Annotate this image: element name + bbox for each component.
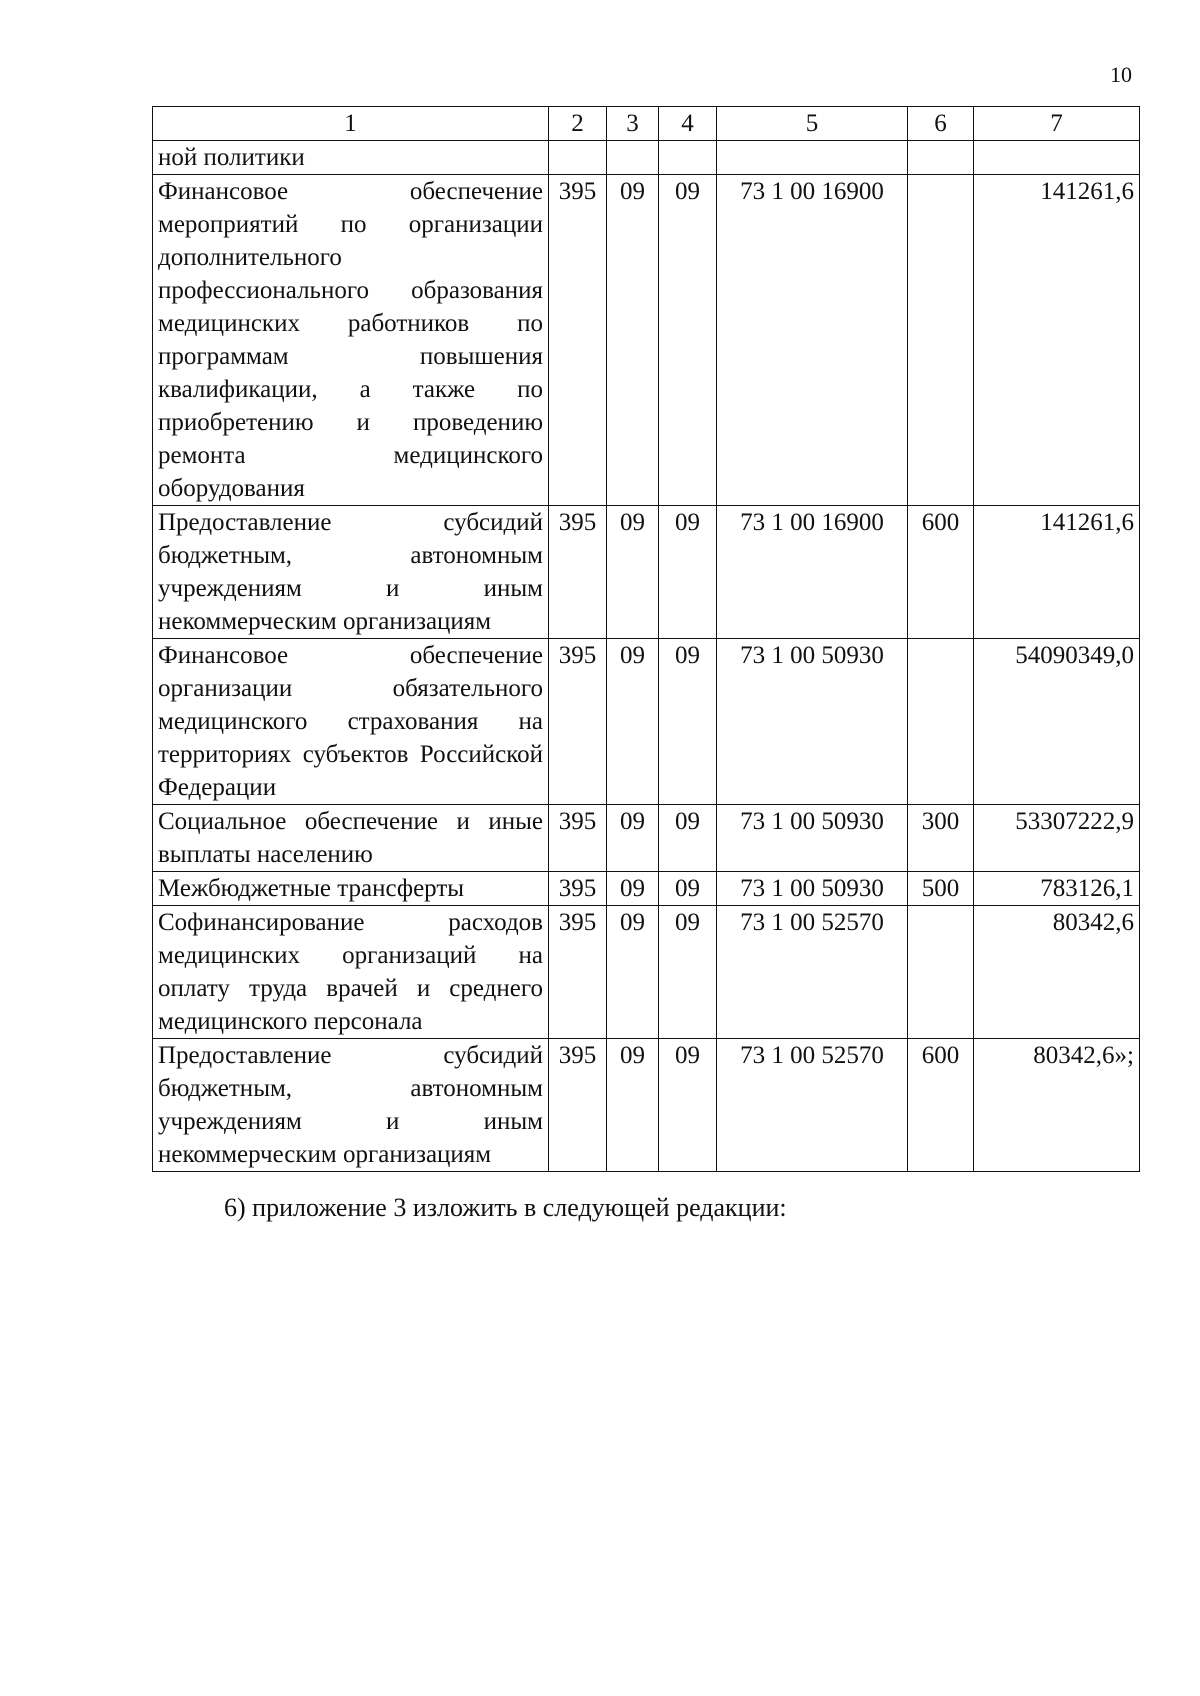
row-col-4: 09 (659, 805, 717, 872)
row-name: Предоставление субсидий бюджетным, автономным учреждениям и иным некоммерческим организациям (153, 1039, 549, 1172)
table-row (153, 805, 1140, 872)
row-name: ной политики (153, 141, 549, 175)
row-col-3: 09 (607, 1039, 659, 1172)
row-col-2: 395 (549, 805, 607, 872)
row-col-4: 09 (659, 506, 717, 639)
row-col-2: 395 (549, 506, 607, 639)
row-col-5: 73 1 00 52570 (717, 906, 908, 1039)
table-row (153, 872, 1140, 906)
column-header-4: 4 (659, 107, 717, 141)
amendment-note: 6) приложение 3 изложить в следующей редакции: (224, 1193, 787, 1222)
row-name: Межбюджетные трансферты (153, 872, 549, 906)
row-col-2: 395 (549, 872, 607, 906)
row-col-7: 54090349,0 (974, 639, 1140, 805)
row-col-6 (908, 141, 974, 175)
row-col-3 (607, 141, 659, 175)
row-col-6 (908, 906, 974, 1039)
row-col-4: 09 (659, 639, 717, 805)
row-name: Софинансирование расходов медицинских организаций на оплату труда врачей и среднего медицинского персонала (153, 906, 549, 1039)
row-name: Финансовое обеспечение организации обязательного медицинского страхования на территориях субъектов Российской Федерации (153, 639, 549, 805)
row-col-6 (908, 175, 974, 506)
row-name: Финансовое обеспечение мероприятий по организации дополнительного профессионального образования медицинских работников по программам повышения квалификации, а также по приобретению и проведению ремонта медицинского оборудования (153, 175, 549, 506)
table-row (153, 141, 1140, 175)
row-col-6: 600 (908, 1039, 974, 1172)
page-number: 10 (1110, 62, 1132, 87)
column-header-2: 2 (549, 107, 607, 141)
row-col-2 (549, 141, 607, 175)
row-col-5: 73 1 00 50930 (717, 805, 908, 872)
row-col-5 (717, 141, 908, 175)
table-row (153, 175, 1140, 506)
row-col-6: 600 (908, 506, 974, 639)
row-col-2: 395 (549, 175, 607, 506)
row-col-3: 09 (607, 506, 659, 639)
row-col-4: 09 (659, 906, 717, 1039)
column-header-7: 7 (974, 107, 1140, 141)
row-col-3: 09 (607, 872, 659, 906)
table-row (153, 506, 1140, 639)
row-col-6: 300 (908, 805, 974, 872)
row-name: Социальное обеспечение и иные выплаты населению (153, 805, 549, 872)
row-col-5: 73 1 00 50930 (717, 872, 908, 906)
row-col-6 (908, 639, 974, 805)
table-row (153, 906, 1140, 1039)
row-col-5: 73 1 00 50930 (717, 639, 908, 805)
row-col-2: 395 (549, 906, 607, 1039)
row-col-3: 09 (607, 805, 659, 872)
column-header-6: 6 (908, 107, 974, 141)
row-col-4: 09 (659, 175, 717, 506)
row-col-2: 395 (549, 1039, 607, 1172)
row-col-7: 53307222,9 (974, 805, 1140, 872)
row-col-3: 09 (607, 175, 659, 506)
row-name: Предоставление субсидий бюджетным, автономным учреждениям и иным некоммерческим организациям (153, 506, 549, 639)
row-col-4 (659, 141, 717, 175)
row-col-7: 80342,6»; (974, 1039, 1140, 1172)
row-col-6: 500 (908, 872, 974, 906)
table-row (153, 639, 1140, 805)
row-col-7 (974, 141, 1140, 175)
row-col-4: 09 (659, 872, 717, 906)
row-col-7: 80342,6 (974, 906, 1140, 1039)
table-row (153, 1039, 1140, 1172)
row-col-7: 141261,6 (974, 175, 1140, 506)
budget-table (152, 106, 1140, 1172)
row-col-3: 09 (607, 906, 659, 1039)
row-col-5: 73 1 00 16900 (717, 175, 908, 506)
row-col-2: 395 (549, 639, 607, 805)
row-col-5: 73 1 00 52570 (717, 1039, 908, 1172)
row-col-7: 783126,1 (974, 872, 1140, 906)
column-header-3: 3 (607, 107, 659, 141)
table-header-row (153, 107, 1140, 141)
row-col-3: 09 (607, 639, 659, 805)
column-header-1: 1 (153, 107, 549, 141)
row-col-4: 09 (659, 1039, 717, 1172)
column-header-5: 5 (717, 107, 908, 141)
row-col-7: 141261,6 (974, 506, 1140, 639)
row-col-5: 73 1 00 16900 (717, 506, 908, 639)
